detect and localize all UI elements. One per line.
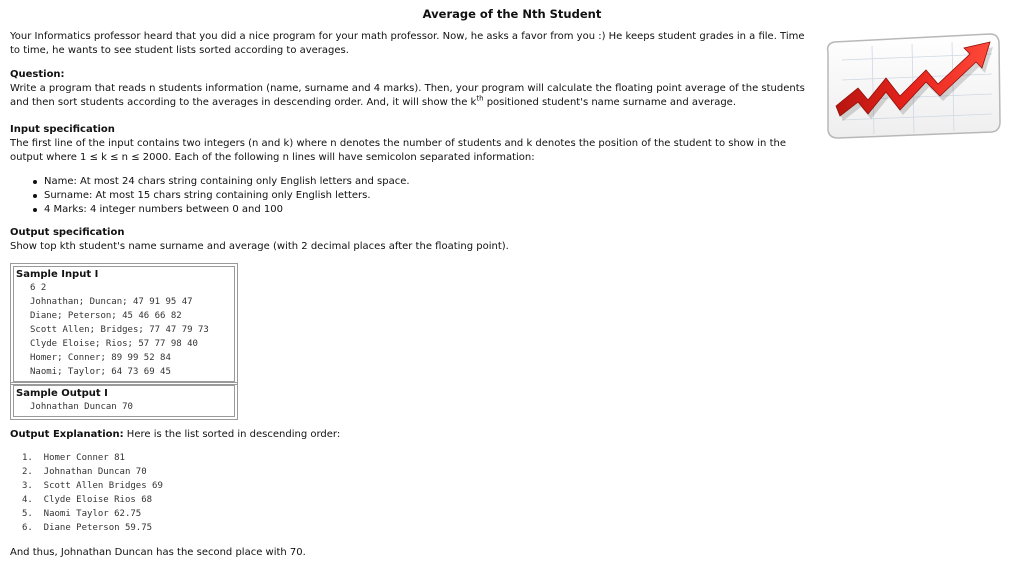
sample-input-line: Clyde Eloise; Rios; 57 77 98 40 <box>30 339 198 349</box>
question-sup: th <box>476 94 484 103</box>
sample-input-title: Sample Input I <box>16 269 99 280</box>
input-spec-paragraph: The first line of the input contains two integers (n and k) where n denotes the number of students and k denotes the position of the student to show in the output where 1 ≤ k ≤ n ≤ 2000. Each of the following n lines will have semicolon separated information: <box>10 138 786 163</box>
sample-output-inner <box>13 385 235 417</box>
sample-input-line: Scott Allen; Bridges; 77 47 79 73 <box>30 325 209 335</box>
intro-paragraph: Your Informatics professor heard that you did a nice program for your math professor. Now, he asks a favor from you :) He keeps student grades in a file. Time to time, he wants to see student lists sorted according to averages. <box>10 31 805 56</box>
sample-input-box <box>10 263 238 385</box>
sorted-list-item: 5. Naomi Taylor 62.75 <box>22 509 142 519</box>
output-spec-paragraph: Show top kth student's name surname and average (with 2 decimal places after the floating point). <box>10 241 509 252</box>
sample-input-line: Naomi; Taylor; 64 73 69 45 <box>30 367 171 377</box>
explanation-heading: Output Explanation: <box>10 429 124 440</box>
sorted-list-item: 1. Homer Conner 81 <box>22 453 125 463</box>
sample-output-line: Johnathan Duncan 70 <box>30 402 133 412</box>
sorted-list-item: 4. Clyde Eloise Rios 68 <box>22 495 153 505</box>
question-text-after: positioned student's name surname and average. <box>483 97 737 108</box>
bullet-name: Name: At most 24 chars string containing only English letters and space. <box>32 175 410 189</box>
bullet-marks: 4 Marks: 4 integer numbers between 0 and 100 <box>32 203 410 217</box>
explanation-text: Here is the list sorted in descending order: <box>123 429 341 440</box>
sorted-list-item: 6. Diane Peterson 59.75 <box>22 523 153 533</box>
sorted-list-item: 2. Johnathan Duncan 70 <box>22 467 147 477</box>
sample-output-lines <box>16 400 232 414</box>
question-text-before: Write a program that reads n students information (name, surname and 4 marks). Then, your program will calculate the floating point average of the students and then sort students according to the averages in descending order. And, it will show the k <box>10 83 805 108</box>
sample-input-line: Diane; Peterson; 45 46 66 82 <box>30 311 182 321</box>
output-spec-heading: Output specification <box>10 227 125 238</box>
sample-input-line: Homer; Conner; 89 99 52 84 <box>30 353 171 363</box>
sample-input-line: 6 2 <box>30 283 47 293</box>
page-title: Average of the Nth Student <box>422 7 602 21</box>
question-heading: Question: <box>10 69 65 80</box>
sample-input-inner <box>13 266 235 382</box>
explanation-paragraph <box>10 428 810 442</box>
sorted-list <box>22 451 163 535</box>
question-paragraph <box>10 82 810 110</box>
sample-output-box <box>10 382 238 420</box>
sample-input-line: Johnathan; Duncan; 47 91 95 47 <box>30 297 193 307</box>
bullet-surname: Surname: At most 15 chars string containing only English letters. <box>32 189 410 203</box>
sorted-list-item: 3. Scott Allen Bridges 69 <box>22 481 163 491</box>
sample-output-title: Sample Output I <box>16 388 108 399</box>
input-spec-heading: Input specification <box>10 124 115 135</box>
trend-arrow-icon <box>822 30 1002 142</box>
sample-input-lines <box>16 281 232 379</box>
input-spec-bullets <box>32 175 410 217</box>
conclusion-paragraph: And thus, Johnathan Duncan has the second place with 70. <box>10 547 306 558</box>
